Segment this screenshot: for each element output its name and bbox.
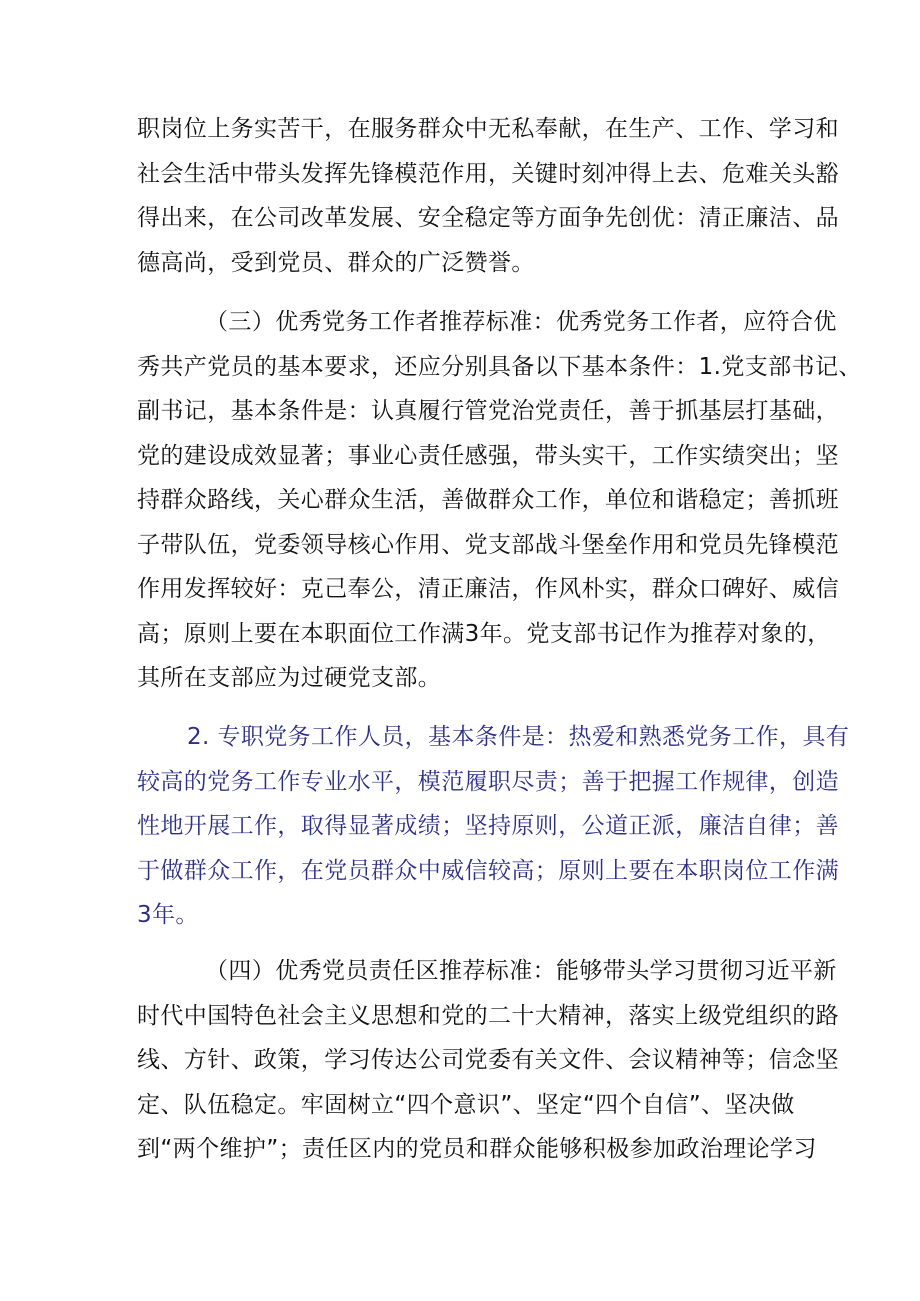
paragraph-2-line-6: 子带队伍，党委领导核心作用、党支部战斗堡垒作用和党员先锋模范 xyxy=(137,531,839,558)
paragraph-4-line-4: 定、队伍稳定。牢固树立“四个意识”、坚定“四个自信”、坚决做 xyxy=(137,1091,795,1118)
paragraph-3-line-1: 2. 专职党务工作人员，基本条件是：热爱和熟悉党务工作，具有 xyxy=(187,724,850,750)
paragraph-4-line-2: 时代中国特色社会主义思想和党的二十大精神，落实上级党组织的路 xyxy=(137,1002,839,1029)
paragraph-4-line-5: 到“两个维护”；责任区内的党员和群众能够积极参加政治理论学习 xyxy=(137,1136,817,1162)
paragraph-2-line-5: 持群众路线，关心群众生活，善做群众工作，单位和谐稳定；善抓班 xyxy=(137,487,839,513)
paragraph-4 xyxy=(137,949,839,1172)
paragraph-4-line-3: 线、方针、政策，学习传达公司党委有关文件、会议精神等；信念坚 xyxy=(137,1047,839,1073)
paragraph-3-line-3: 性地开展工作，取得显著成绩；坚持原则，公道正派，廉洁自律；善 xyxy=(137,813,839,839)
paragraph-1-line-3: 得出来，在公司改革发展、安全稳定等方面争先创优：清正廉洁、品 xyxy=(137,205,839,231)
paragraph-3-line-2: 较高的党务工作专业水平，模范履职尽责；善于把握工作规律，创造 xyxy=(137,768,839,795)
paragraph-2-line-3: 副书记，基本条件是：认真履行管党治党责任，善于抓基层打基础， xyxy=(137,398,839,424)
paragraph-2-line-4: 党的建设成效显著；事业心责任感强，带头实干，工作实绩突出；坚 xyxy=(137,442,839,469)
paragraph-2-line-1: （三）优秀党务工作者推荐标准：优秀党务工作者，应符合优 xyxy=(205,309,837,335)
paragraph-2 xyxy=(137,300,862,701)
paragraph-1-line-2: 社会生活中带头发挥先锋模范作用，关键时刻冲得上去、危难关头豁 xyxy=(137,160,839,187)
paragraph-2-line-9: 其所在支部应为过硬党支部。 xyxy=(137,665,442,691)
paragraph-3 xyxy=(137,715,850,938)
paragraph-2-line-2: 秀共产党员的基本要求，还应分别具备以下基本条件：1.党支部书记、 xyxy=(137,353,862,380)
paragraph-2-line-8: 高；原则上要在本职面位工作满3年。党支部书记作为推荐对象的， xyxy=(137,620,831,647)
paragraph-4-line-1: （四）优秀党员责任区推荐标准：能够带头学习贯彻习近平新 xyxy=(205,958,837,984)
paragraph-3-line-5: 3年。 xyxy=(137,902,199,928)
paragraph-1-line-4: 德高尚，受到党员、群众的广泛赞誉。 xyxy=(137,249,535,276)
paragraph-1-line-1: 职岗位上务实苦干，在服务群众中无私奉献，在生产、工作、学习和 xyxy=(137,116,839,142)
paragraph-3-line-4: 于做群众工作，在党员群众中威信较高；原则上要在本职岗位工作满 xyxy=(137,857,839,884)
paragraph-1 xyxy=(137,107,839,285)
paragraph-2-line-7: 作用发挥较好：克己奉公，清正廉洁，作风朴实，群众口碑好、威信 xyxy=(137,576,839,602)
